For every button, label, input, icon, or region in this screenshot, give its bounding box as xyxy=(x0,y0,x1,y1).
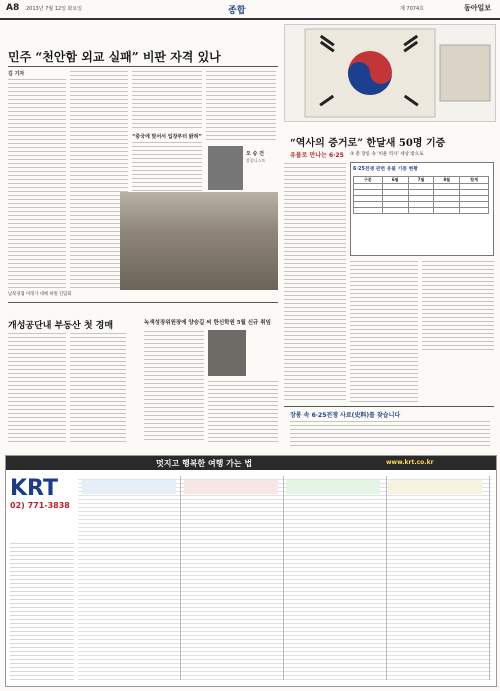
divider xyxy=(8,66,278,67)
flag-article-subnote: ③ 총 장롱 속 ‘비운 역사’ 세상 밖으로 xyxy=(350,152,424,157)
right-section-body xyxy=(290,420,490,448)
flag-photo xyxy=(284,24,496,122)
table-row xyxy=(354,208,489,214)
article1-headline: 민주 “천안함 외교 실패” 비판 자격 있나 xyxy=(8,50,221,64)
donation-table-title: 6·25전쟁 관련 유물 기증 현황 xyxy=(353,167,418,172)
page-number: A8 xyxy=(6,3,20,13)
article3-body-col2 xyxy=(208,380,278,442)
section-title: 종합 xyxy=(228,6,246,16)
ad-site: www.krt.co.kr xyxy=(386,459,434,466)
ad-block xyxy=(388,480,482,494)
issue-date: 2013년 7월 12일 화요일 xyxy=(26,6,83,12)
ad-block xyxy=(184,480,278,494)
flag-article-col1 xyxy=(284,162,346,402)
article3-body-col1 xyxy=(144,330,204,442)
article1-body-col4 xyxy=(206,70,276,140)
flag-article-subhead: 유물로 만나는 6·25 xyxy=(290,152,344,159)
table-header: 6월 xyxy=(382,177,408,184)
donation-table-box xyxy=(350,162,494,256)
article1-byline: 김 기자 xyxy=(8,71,25,77)
table-header: 구분 xyxy=(354,177,383,184)
meeting-photo xyxy=(120,192,278,290)
ad-tour-listings xyxy=(78,476,492,680)
article1-subhead1: “중국에 맞서서 입장부터 밝혀” xyxy=(132,134,202,140)
article1-caption: 남북경협 미래가 대해 하원 간담회 xyxy=(8,292,72,297)
article2-body-col2 xyxy=(70,332,126,442)
ad-block xyxy=(82,480,176,494)
columnist-title: 칼럼니스트 xyxy=(246,158,266,163)
flag-article-col2 xyxy=(350,260,418,402)
article1-body-col3 xyxy=(132,70,202,130)
article3-headline: 녹색성장위원장에 양승길 씨 한신학원 5월 신규 취임 xyxy=(144,320,271,326)
columnist-photo xyxy=(208,146,243,190)
article2-headline: 개성공단내 부동산 첫 경매 xyxy=(8,321,114,331)
right-section-title: 장롱 속 6·25전쟁 사료(史料)를 찾습니다 xyxy=(290,412,401,419)
flag-article-col3 xyxy=(422,260,494,350)
ad-logo-box xyxy=(10,476,74,536)
divider xyxy=(8,302,278,303)
ad-left-list xyxy=(10,540,74,680)
flag-article-headline: “역사의 증거로” 한달새 50명 기증 xyxy=(290,138,446,149)
table-header: 합계 xyxy=(460,177,489,184)
table-header: 8월 xyxy=(434,177,460,184)
ad-block xyxy=(286,480,380,494)
donation-table xyxy=(353,176,489,214)
person-photo xyxy=(208,330,246,376)
paper-name: 동아일보 xyxy=(464,3,492,12)
page-header xyxy=(0,0,500,20)
ad-banner-text: 멋지고 행복한 여행 가는 법 xyxy=(156,458,253,468)
divider xyxy=(284,406,494,407)
edition-number: 제 7074호 xyxy=(400,6,424,12)
article2-body-col1 xyxy=(8,332,66,442)
ad-banner xyxy=(6,456,496,470)
article1-body-col1 xyxy=(8,78,66,288)
table-header: 7월 xyxy=(408,177,434,184)
ad-phone: 02) 771-3838 xyxy=(10,501,70,510)
advertisement xyxy=(5,455,497,687)
columnist-name: 오 승 건 xyxy=(246,151,264,157)
ad-brand: KRT xyxy=(10,476,59,501)
